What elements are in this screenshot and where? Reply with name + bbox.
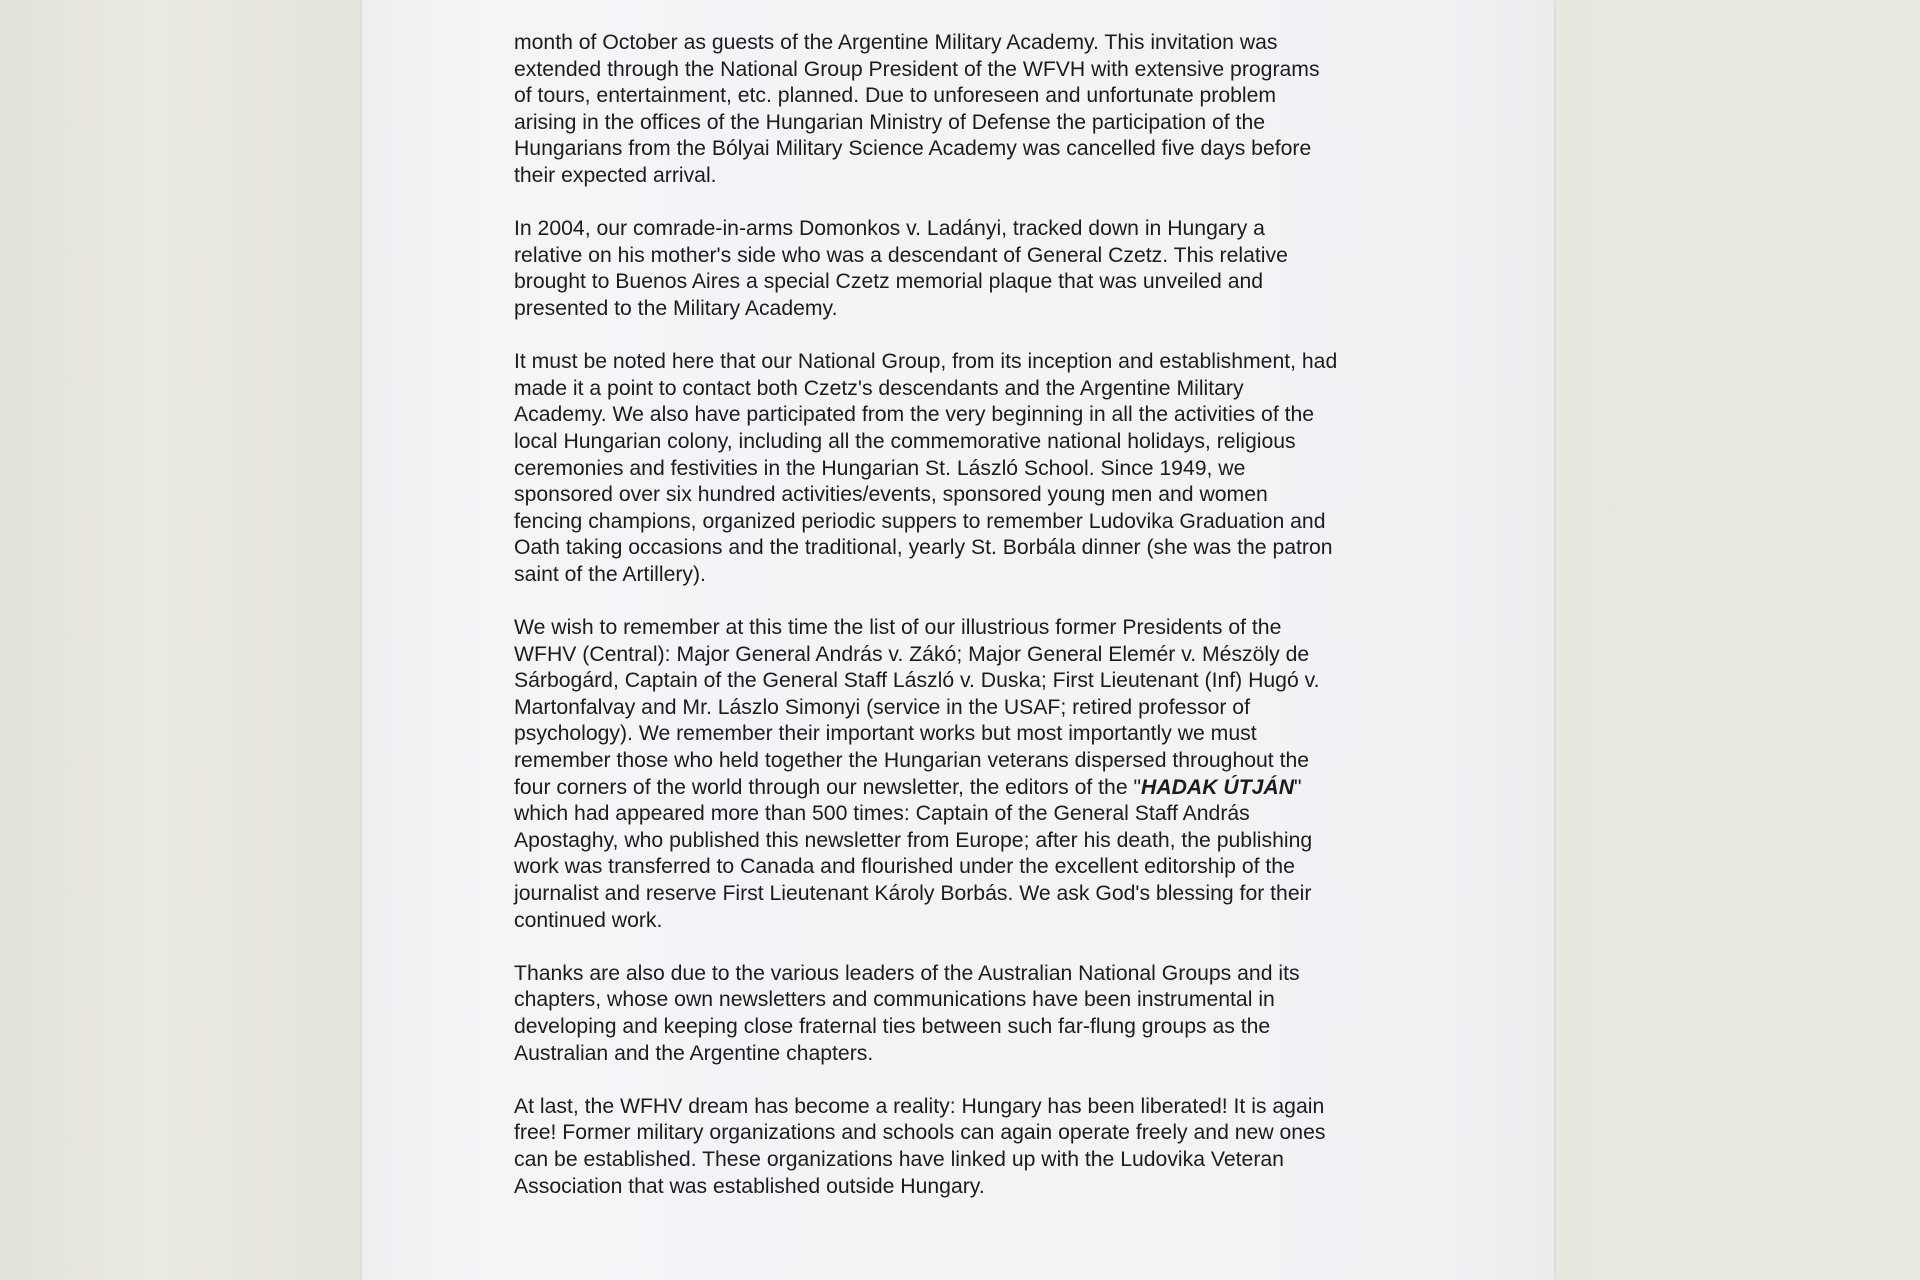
text-line: local Hungarian colony, including all the commemorative national holidays, religious xyxy=(514,429,1296,453)
text-line: of tours, entertainment, etc. planned. Due to unforeseen and unfortunate problem xyxy=(514,84,1277,108)
text-line: saint of the Artillery). xyxy=(514,562,706,586)
paragraph-5 xyxy=(514,961,1424,1067)
text-line-prefix: four corners of the world through our newsletter, the editors of the " xyxy=(514,775,1142,799)
document-body xyxy=(514,30,1424,1227)
text-line: remember those who held together the Hungarian veterans dispersed throughout the xyxy=(514,749,1310,773)
text-line: arising in the offices of the Hungarian Ministry of Defense the participation of the xyxy=(514,110,1266,134)
text-line: Association that was established outside Hungary. xyxy=(514,1174,985,1198)
text-line: Sárbogárd, Captain of the General Staff László v. Duska; First Lieutenant (Inf) Hugó v. xyxy=(514,669,1320,693)
text-line: Oath taking occasions and the traditional, yearly St. Borbála dinner (she was the patron xyxy=(514,536,1333,560)
text-line: Apostaghy, who published this newsletter from Europe; after his death, the publishing xyxy=(514,828,1313,852)
text-line: Academy. We also have participated from the very beginning in all the activities of the xyxy=(514,403,1315,427)
text-line: In 2004, our comrade-in-arms Domonkos v. Ladányi, tracked down in Hungary a xyxy=(514,217,1265,241)
paragraph-6 xyxy=(514,1094,1424,1200)
text-line: free! Former military organizations and schools can again operate freely and new ones xyxy=(514,1121,1326,1145)
text-line: journalist and reserve First Lieutenant Károly Borbás. We ask God's blessing for their xyxy=(514,882,1312,905)
text-line: Australian and the Argentine chapters. xyxy=(514,1041,874,1065)
text-line: We wish to remember at this time the list of our illustrious former Presidents of the xyxy=(514,616,1282,640)
text-line: WFHV (Central): Major General András v. Zákó; Major General Elemér v. Mészöly de xyxy=(514,642,1310,666)
text-line: their expected arrival. xyxy=(514,163,717,187)
text-line: fencing champions, organized periodic suppers to remember Ludovika Graduation and xyxy=(514,509,1326,533)
text-line: made it a point to contact both Czetz's descendants and the Argentine Military xyxy=(514,376,1244,400)
paragraph-1 xyxy=(514,30,1424,190)
text-line: continued work. xyxy=(514,908,663,932)
text-line: Thanks are also due to the various leaders of the Australian National Groups and its xyxy=(514,961,1300,985)
paragraph-2 xyxy=(514,216,1424,322)
text-line: ceremonies and festivities in the Hungarian St. László School. Since 1949, we xyxy=(514,456,1246,480)
text-line: extended through the National Group President of the WFVH with extensive programs xyxy=(514,57,1320,81)
text-line: month of October as guests of the Argentine Military Academy. This invitation was xyxy=(514,31,1278,54)
text-line: chapters, whose own newsletters and communications have been instrumental in xyxy=(514,988,1275,1012)
text-line: Hungarians from the Bólyai Military Science Academy was cancelled five days before xyxy=(514,137,1312,161)
text-line-suffix: " xyxy=(1294,775,1302,799)
text-line: work was transferred to Canada and flourished under the excellent editorship of the xyxy=(514,855,1295,879)
text-line: Martonfalvay and Mr. Lászlo Simonyi (service in the USAF; retired professor of xyxy=(514,695,1250,719)
text-line: relative on his mother's side who was a descendant of General Czetz. This relative xyxy=(514,243,1288,267)
text-line: presented to the Military Academy. xyxy=(514,296,838,320)
text-line: psychology). We remember their important works but most importantly we must xyxy=(514,722,1257,746)
text-line: brought to Buenos Aires a special Czetz memorial plaque that was unveiled and xyxy=(514,270,1264,294)
newsletter-title: HADAK ÚTJÁN xyxy=(1141,775,1295,799)
text-line: which had appeared more than 500 times: Captain of the General Staff András xyxy=(514,802,1250,826)
paragraph-4 xyxy=(514,615,1424,934)
text-line: sponsored over six hundred activities/events, sponsored young men and women xyxy=(514,483,1268,507)
text-line: developing and keeping close fraternal ties between such far-flung groups as the xyxy=(514,1014,1271,1038)
text-line: can be established. These organizations have linked up with the Ludovika Veteran xyxy=(514,1147,1284,1171)
text-line: At last, the WFHV dream has become a reality: Hungary has been liberated! It is again xyxy=(514,1094,1325,1118)
text-line: It must be noted here that our National Group, from its inception and establishment, had xyxy=(514,350,1338,374)
paragraph-3 xyxy=(514,349,1424,588)
